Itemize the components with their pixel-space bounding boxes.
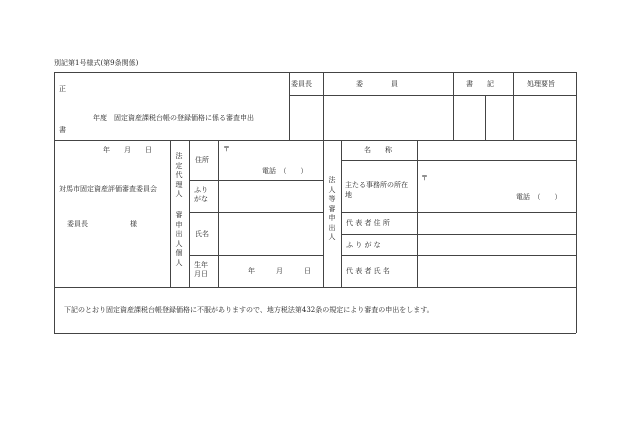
rep-name-label: 代 表 者 氏 名 bbox=[346, 267, 390, 275]
phone-label: 電話 （ ） bbox=[262, 167, 308, 175]
chair-seal-box[interactable] bbox=[290, 96, 322, 139]
rep-address-label: 代 表 者 住 所 bbox=[346, 219, 390, 227]
birthdate-field[interactable]: 年 月 日 bbox=[248, 267, 311, 275]
individual-applicant-label: 審申出人個人 bbox=[175, 211, 183, 267]
processing-column-header: 処理要旨 bbox=[527, 80, 555, 88]
furigana-field[interactable] bbox=[219, 181, 322, 211]
legal-representative-label: 法定代理人 bbox=[175, 152, 183, 198]
form-title: 年度 固定資産課税台帳の登録価格に係る審査申出 bbox=[93, 114, 254, 122]
corporate-applicant-label: 法人等審申出人 bbox=[328, 176, 336, 241]
processing-note-box[interactable] bbox=[514, 96, 575, 139]
main-office-field[interactable] bbox=[418, 161, 575, 211]
corp-furigana-label: ふ り が な bbox=[346, 241, 381, 249]
form-title-continuation: 書 bbox=[59, 126, 66, 134]
furigana-label: ふりがな bbox=[194, 186, 208, 203]
corp-postal-mark: 〒 bbox=[421, 174, 428, 182]
rep-name-field[interactable] bbox=[418, 256, 575, 286]
corp-name-label: 名 称 bbox=[364, 146, 392, 154]
chair-column-header: 委員長 bbox=[291, 80, 312, 88]
corp-name-field[interactable] bbox=[418, 141, 575, 159]
declaration-statement: 下記のとおり固定資産課税台帳登録価格に不服がありますので、地方税法第432条の規定により審査の申出をします。 bbox=[64, 306, 434, 314]
clerk-column-header: 書 記 bbox=[466, 80, 494, 88]
member-seal-box[interactable] bbox=[324, 96, 452, 139]
address-field[interactable] bbox=[219, 141, 322, 179]
birthdate-label: 生年月日 bbox=[194, 261, 208, 278]
name-field[interactable] bbox=[219, 213, 322, 254]
addressee: 対馬市固定資産評価審査委員会 bbox=[59, 185, 157, 193]
clerk-seal-box-1[interactable] bbox=[454, 96, 484, 139]
corp-furigana-field[interactable] bbox=[418, 235, 575, 254]
rep-address-field[interactable] bbox=[418, 213, 575, 233]
main-office-label: 主たる事務所の所在 地 bbox=[345, 181, 422, 199]
member-column-header: 委 員 bbox=[356, 80, 398, 88]
postal-mark: 〒 bbox=[223, 145, 230, 153]
name-label: 氏名 bbox=[195, 230, 209, 238]
submission-date: 年 月 日 bbox=[103, 146, 152, 154]
clerk-seal-box-2[interactable] bbox=[486, 96, 512, 139]
addressee-chair: 委員長 様 bbox=[67, 220, 137, 228]
form-reference: 別記第1号様式(第9条関係) bbox=[54, 59, 139, 67]
corp-phone-label: 電話 （ ） bbox=[516, 193, 562, 201]
original-copy-mark: 正 bbox=[59, 85, 66, 93]
address-label: 住所 bbox=[195, 156, 209, 164]
